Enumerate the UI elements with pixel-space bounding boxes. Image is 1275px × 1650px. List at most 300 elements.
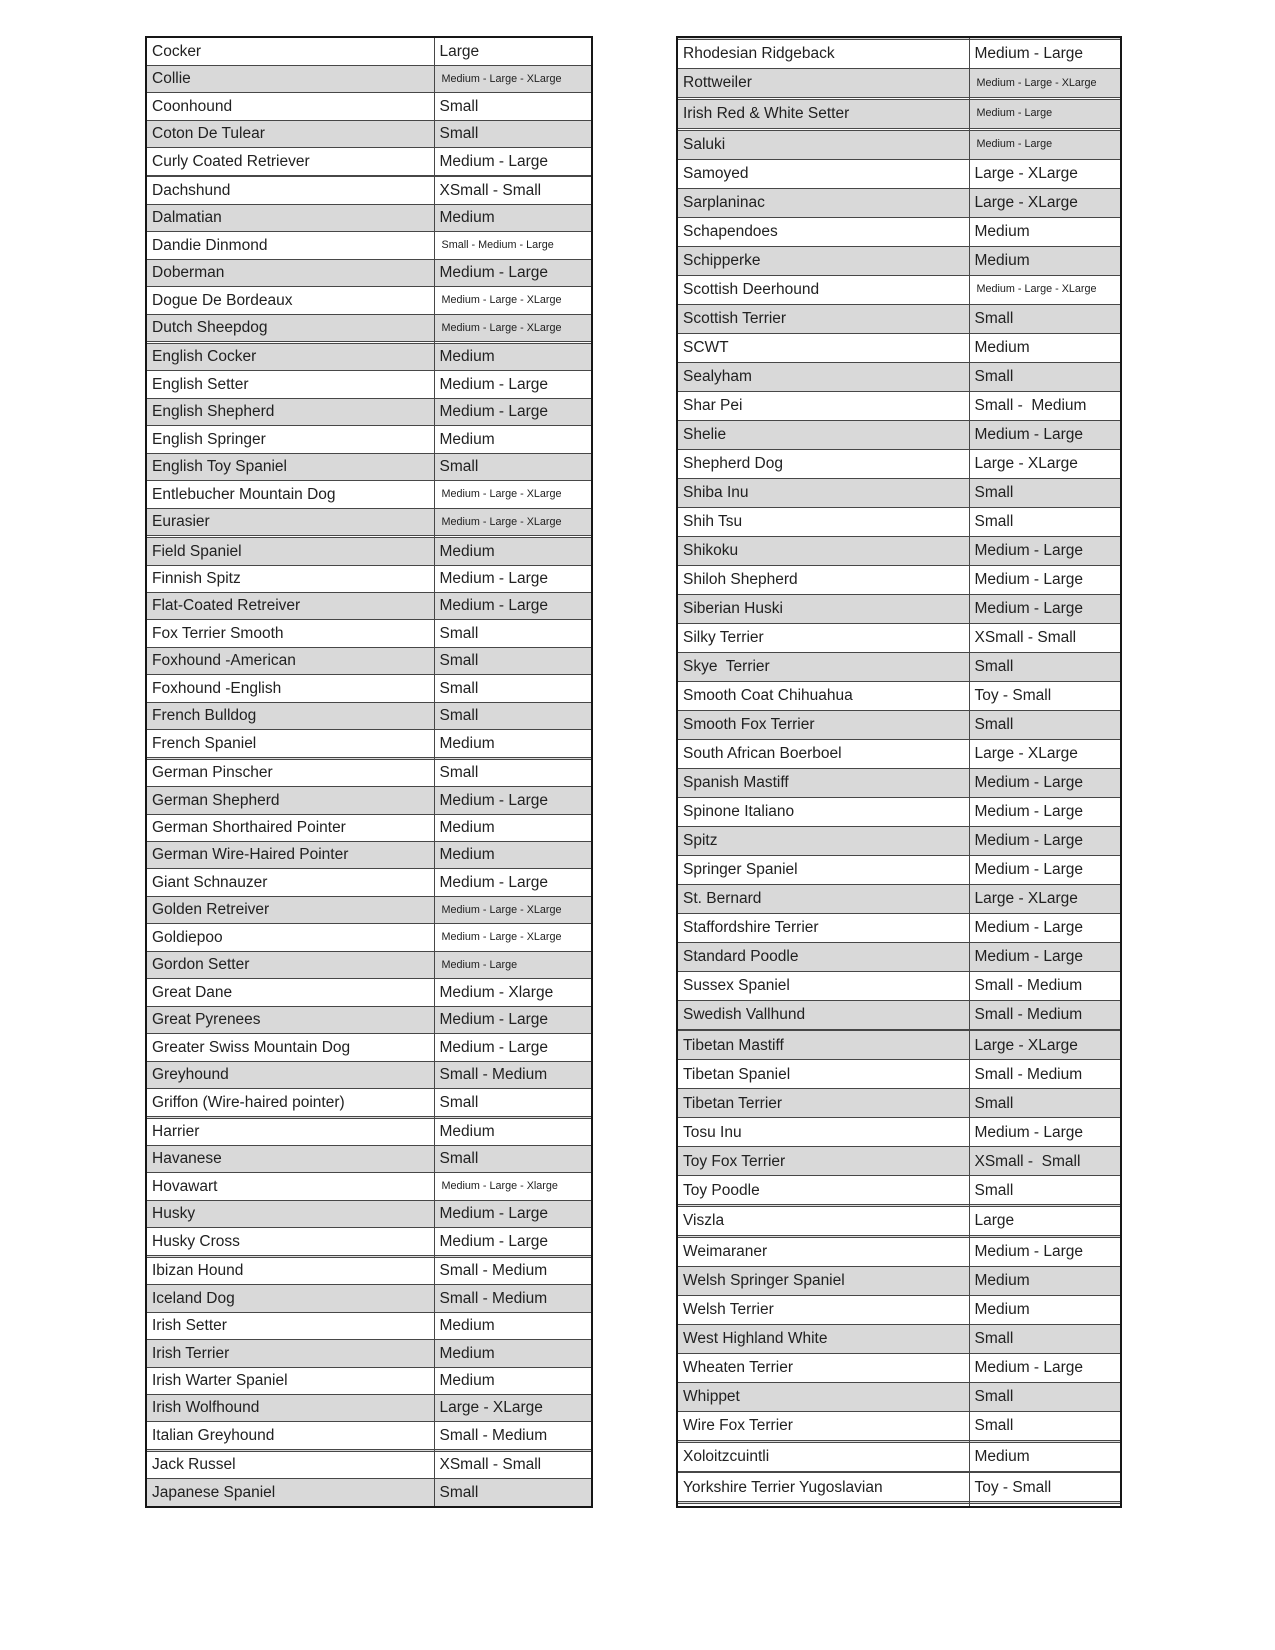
size-cell: Small	[969, 1411, 1121, 1440]
size-cell: Medium	[969, 246, 1121, 275]
table-row	[677, 449, 1121, 478]
breed-cell: St. Bernard	[677, 884, 969, 913]
size-cell: Medium - Large	[969, 40, 1121, 69]
table-row	[146, 343, 592, 370]
breed-cell: Schapendoes	[677, 217, 969, 246]
breed-cell: Irish Terrier	[146, 1340, 434, 1367]
size-cell: Small	[434, 1479, 592, 1507]
breed-cell: Coton De Tulear	[146, 120, 434, 147]
table-row	[146, 398, 592, 425]
size-cell: Large - XLarge	[969, 1031, 1121, 1060]
table-row	[146, 1034, 592, 1061]
breed-cell: Shiloh Shepherd	[677, 565, 969, 594]
size-cell: Small	[434, 759, 592, 786]
breed-cell: Sealyham	[677, 362, 969, 391]
table-row	[146, 1061, 592, 1088]
breed-cell: West Highland White	[677, 1324, 969, 1353]
size-cell: Medium - Large	[434, 371, 592, 398]
size-cell: Small	[969, 507, 1121, 536]
breed-cell: Japanese Spaniel	[146, 1479, 434, 1507]
breed-cell: Curly Coated Retriever	[146, 148, 434, 175]
size-cell: Small - Medium - Large	[434, 232, 592, 259]
size-cell: Medium - Large	[969, 594, 1121, 623]
table-row	[677, 130, 1121, 159]
table-row	[677, 1237, 1121, 1266]
table-row	[677, 1207, 1121, 1236]
table-row	[677, 681, 1121, 710]
breed-cell: Tosu Inu	[677, 1118, 969, 1147]
table-row	[146, 869, 592, 896]
table-row	[146, 538, 592, 565]
table-row	[146, 453, 592, 480]
size-cell: Small	[434, 620, 592, 647]
size-cell: Small	[434, 647, 592, 674]
table-row	[677, 333, 1121, 362]
breed-cell: Rottweiler	[677, 69, 969, 98]
table-row	[677, 536, 1121, 565]
size-cell: Medium - Large	[969, 536, 1121, 565]
breed-cell: Dogue De Bordeaux	[146, 287, 434, 314]
breed-cell: Spanish Mastiff	[677, 768, 969, 797]
size-cell: Small	[969, 710, 1121, 739]
size-cell: Medium - Large	[434, 1200, 592, 1227]
breed-cell: French Spaniel	[146, 730, 434, 757]
table-row	[677, 159, 1121, 188]
table-row	[146, 481, 592, 508]
table-row	[146, 1451, 592, 1478]
table-row	[146, 1006, 592, 1033]
size-cell: Medium - Large	[969, 1237, 1121, 1266]
breed-cell: Italian Greyhound	[146, 1422, 434, 1449]
size-cell: Medium	[434, 1118, 592, 1145]
breed-cell: Staffordshire Terrier	[677, 913, 969, 942]
table-row	[146, 93, 592, 120]
table-row	[146, 1118, 592, 1145]
size-cell: Large - XLarge	[969, 739, 1121, 768]
table-row	[146, 787, 592, 814]
breed-cell: Standard Poodle	[677, 942, 969, 971]
breed-cell: Foxhound -American	[146, 647, 434, 674]
size-cell: Medium	[434, 426, 592, 453]
table-row	[146, 371, 592, 398]
breed-cell: SCWT	[677, 333, 969, 362]
size-cell: Small	[434, 1089, 592, 1116]
table-row	[146, 647, 592, 674]
size-cell: Toy - Small	[969, 1473, 1121, 1502]
table-row	[677, 1266, 1121, 1295]
breed-cell: Cocker	[146, 37, 434, 65]
table-row	[677, 739, 1121, 768]
size-cell: Medium - Large	[969, 130, 1121, 159]
size-cell: Medium - Large	[969, 913, 1121, 942]
breed-cell: Greyhound	[146, 1061, 434, 1088]
size-cell: Medium - Large - XLarge	[434, 287, 592, 314]
table-row	[146, 675, 592, 702]
table-row	[677, 420, 1121, 449]
size-cell: Medium - Large	[434, 398, 592, 425]
table-row	[677, 1089, 1121, 1118]
table-row	[677, 855, 1121, 884]
table-row	[677, 768, 1121, 797]
table-row	[677, 1000, 1121, 1029]
breed-cell: Swedish Vallhund	[677, 1000, 969, 1029]
size-cell: Medium	[434, 1340, 592, 1367]
breed-cell: Dachshund	[146, 177, 434, 204]
breed-cell: Great Pyrenees	[146, 1006, 434, 1033]
size-cell: Large	[434, 37, 592, 65]
size-cell: Small	[969, 1176, 1121, 1205]
breed-cell: Irish Setter	[146, 1312, 434, 1339]
size-cell: Medium - Large	[969, 768, 1121, 797]
table-row	[677, 507, 1121, 536]
table-row	[677, 1031, 1121, 1060]
breed-cell: Xoloitzcuintli	[677, 1442, 969, 1471]
table-row	[146, 730, 592, 757]
size-cell: Medium - Large - XLarge	[969, 275, 1121, 304]
table-row	[146, 592, 592, 619]
table-row	[146, 702, 592, 729]
size-cell: XSmall - Small	[969, 623, 1121, 652]
breed-cell: English Cocker	[146, 343, 434, 370]
table-row	[146, 896, 592, 923]
size-cell: Medium - Large - XLarge	[434, 508, 592, 535]
table-row	[677, 1504, 1121, 1507]
breed-cell: Eurasier	[146, 508, 434, 535]
table-row	[146, 1479, 592, 1507]
size-cell: Medium	[434, 1312, 592, 1339]
breed-cell: Samoyed	[677, 159, 969, 188]
size-cell: Medium - Large	[434, 592, 592, 619]
table-row	[677, 304, 1121, 333]
breed-cell: English Springer	[146, 426, 434, 453]
table-row	[146, 951, 592, 978]
size-cell: Small	[434, 1145, 592, 1172]
breed-cell: Whippet	[677, 1382, 969, 1411]
size-cell: Medium - Large	[434, 565, 592, 592]
table-row	[677, 478, 1121, 507]
size-cell: Medium - Large	[969, 1118, 1121, 1147]
breed-cell: Goldiepoo	[146, 924, 434, 951]
size-cell: Large - XLarge	[969, 188, 1121, 217]
table-row	[146, 1422, 592, 1449]
breed-cell: Silky Terrier	[677, 623, 969, 652]
breed-cell: Foxhound -English	[146, 675, 434, 702]
table-row	[677, 362, 1121, 391]
size-cell: Medium	[434, 730, 592, 757]
breed-cell: Shepherd Dog	[677, 449, 969, 478]
breed-size-table-left	[145, 36, 593, 1508]
size-cell: Medium - Large - Xlarge	[434, 1173, 592, 1200]
table-row	[677, 797, 1121, 826]
table-row	[677, 826, 1121, 855]
table-row	[146, 1145, 592, 1172]
size-cell: XSmall - Small	[969, 1147, 1121, 1176]
size-cell: Small	[969, 304, 1121, 333]
table-row	[146, 842, 592, 869]
breed-cell: Greater Swiss Mountain Dog	[146, 1034, 434, 1061]
table-row	[677, 710, 1121, 739]
table-row	[146, 620, 592, 647]
table-row	[146, 924, 592, 951]
breed-cell: Golden Retreiver	[146, 896, 434, 923]
size-cell: Medium - Large	[434, 148, 592, 175]
table-row	[146, 814, 592, 841]
table-row	[146, 259, 592, 286]
breed-cell: Iceland Dog	[146, 1285, 434, 1312]
size-cell: Small	[434, 675, 592, 702]
table-row	[677, 391, 1121, 420]
breed-cell: Ibizan Hound	[146, 1257, 434, 1284]
size-cell: Small - Medium	[434, 1257, 592, 1284]
table-row	[677, 565, 1121, 594]
breed-cell: German Shepherd	[146, 787, 434, 814]
size-cell: Medium - Large	[434, 951, 592, 978]
table-row	[677, 1295, 1121, 1324]
breed-cell: Tibetan Terrier	[677, 1089, 969, 1118]
table-row	[677, 246, 1121, 275]
table-row	[677, 1060, 1121, 1089]
table-row	[146, 287, 592, 314]
breed-cell: Scottish Terrier	[677, 304, 969, 333]
table-row	[146, 1089, 592, 1116]
size-cell: Small	[969, 1324, 1121, 1353]
breed-cell: Welsh Springer Spaniel	[677, 1266, 969, 1295]
table-row	[146, 1285, 592, 1312]
breed-cell: Field Spaniel	[146, 538, 434, 565]
table-row	[146, 1340, 592, 1367]
size-cell: Medium - Large	[434, 1006, 592, 1033]
size-cell: Medium - Large - XLarge	[969, 69, 1121, 98]
size-cell: Medium	[434, 1367, 592, 1394]
breed-cell: Giant Schnauzer	[146, 869, 434, 896]
size-cell: Medium	[434, 204, 592, 231]
size-cell: Small - Medium	[434, 1285, 592, 1312]
size-cell: Small - Medium	[969, 1060, 1121, 1089]
table-row	[677, 594, 1121, 623]
breed-cell: Sussex Spaniel	[677, 971, 969, 1000]
size-cell: Medium - Large - XLarge	[434, 314, 592, 341]
breed-cell: Smooth Fox Terrier	[677, 710, 969, 739]
size-cell: Small	[969, 652, 1121, 681]
breed-cell: Viszla	[677, 1207, 969, 1236]
table-row	[146, 426, 592, 453]
table-row	[677, 1147, 1121, 1176]
size-cell: XSmall - Small	[434, 1451, 592, 1478]
table-row	[677, 1118, 1121, 1147]
size-cell: Medium	[969, 217, 1121, 246]
breed-cell: Tibetan Mastiff	[677, 1031, 969, 1060]
breed-cell: Schipperke	[677, 246, 969, 275]
breed-cell: English Shepherd	[146, 398, 434, 425]
breed-cell	[677, 1504, 969, 1507]
table-row	[677, 188, 1121, 217]
breed-cell: Shikoku	[677, 536, 969, 565]
breed-cell: Siberian Huski	[677, 594, 969, 623]
size-cell: Medium - Large - XLarge	[434, 65, 592, 92]
breed-cell: English Setter	[146, 371, 434, 398]
size-cell: Small	[969, 1089, 1121, 1118]
table-row	[146, 1312, 592, 1339]
breed-cell: Smooth Coat Chihuahua	[677, 681, 969, 710]
breed-size-table-right	[676, 36, 1122, 1508]
breed-cell: German Wire-Haired Pointer	[146, 842, 434, 869]
table-row	[677, 69, 1121, 98]
size-cell	[969, 1504, 1121, 1507]
size-cell: Medium - Large	[969, 797, 1121, 826]
size-cell: Small	[434, 453, 592, 480]
breed-cell: Dalmatian	[146, 204, 434, 231]
size-cell: Medium - Large	[434, 869, 592, 896]
size-cell: Small - Medium	[969, 391, 1121, 420]
breed-cell: Jack Russel	[146, 1451, 434, 1478]
size-cell: Medium - Large	[434, 259, 592, 286]
breed-cell: Toy Poodle	[677, 1176, 969, 1205]
table-row	[146, 1367, 592, 1394]
breed-cell: Griffon (Wire-haired pointer)	[146, 1089, 434, 1116]
breed-cell: Harrier	[146, 1118, 434, 1145]
breed-cell: Rhodesian Ridgeback	[677, 40, 969, 69]
table-row	[146, 1228, 592, 1255]
size-cell: Small	[969, 1382, 1121, 1411]
size-cell: Small - Medium	[434, 1061, 592, 1088]
table-row	[146, 759, 592, 786]
breed-cell: Toy Fox Terrier	[677, 1147, 969, 1176]
size-cell: Small	[434, 93, 592, 120]
size-cell: Medium	[434, 814, 592, 841]
table-row	[146, 65, 592, 92]
size-cell: Medium - Large	[969, 99, 1121, 128]
size-cell: Small	[434, 120, 592, 147]
breed-cell: Doberman	[146, 259, 434, 286]
breed-cell: Saluki	[677, 130, 969, 159]
size-cell: Medium	[969, 333, 1121, 362]
size-cell: Large - XLarge	[969, 159, 1121, 188]
table-row	[146, 1173, 592, 1200]
table-row	[146, 204, 592, 231]
breed-cell: Spinone Italiano	[677, 797, 969, 826]
table-row	[146, 508, 592, 535]
size-cell: Medium	[434, 343, 592, 370]
table-row	[677, 942, 1121, 971]
breed-cell: Irish Warter Spaniel	[146, 1367, 434, 1394]
table-row	[146, 120, 592, 147]
size-cell: Medium - Large - XLarge	[434, 896, 592, 923]
size-cell: Large - XLarge	[969, 449, 1121, 478]
breed-cell: Gordon Setter	[146, 951, 434, 978]
breed-cell: Yorkshire Terrier Yugoslavian	[677, 1473, 969, 1502]
size-cell: XSmall - Small	[434, 177, 592, 204]
breed-cell: Husky	[146, 1200, 434, 1227]
breed-cell: Irish Wolfhound	[146, 1395, 434, 1422]
breed-cell: Weimaraner	[677, 1237, 969, 1266]
breed-cell: Springer Spaniel	[677, 855, 969, 884]
table-row	[677, 884, 1121, 913]
size-cell: Small	[969, 478, 1121, 507]
table-row	[146, 1395, 592, 1422]
size-cell: Medium - Large	[434, 1034, 592, 1061]
breed-cell: Scottish Deerhound	[677, 275, 969, 304]
table-row	[677, 1442, 1121, 1471]
table-row	[146, 1200, 592, 1227]
breed-cell: Fox Terrier Smooth	[146, 620, 434, 647]
table-row	[677, 1382, 1121, 1411]
breed-cell: Tibetan Spaniel	[677, 1060, 969, 1089]
breed-cell: Shar Pei	[677, 391, 969, 420]
breed-cell: Collie	[146, 65, 434, 92]
breed-cell: German Pinscher	[146, 759, 434, 786]
size-cell: Medium - Large	[434, 787, 592, 814]
breed-cell: Dutch Sheepdog	[146, 314, 434, 341]
breed-cell: Entlebucher Mountain Dog	[146, 481, 434, 508]
breed-cell: Sarplaninac	[677, 188, 969, 217]
table-row	[146, 314, 592, 341]
breed-cell: English Toy Spaniel	[146, 453, 434, 480]
breed-cell: Wire Fox Terrier	[677, 1411, 969, 1440]
table-row	[677, 1324, 1121, 1353]
table-row	[677, 971, 1121, 1000]
breed-cell: Shelie	[677, 420, 969, 449]
table-row	[677, 40, 1121, 69]
size-cell: Toy - Small	[969, 681, 1121, 710]
breed-cell: Flat-Coated Retreiver	[146, 592, 434, 619]
table-row	[677, 275, 1121, 304]
breed-cell: Shih Tsu	[677, 507, 969, 536]
size-cell: Medium - Large	[434, 1228, 592, 1255]
table-row	[146, 1257, 592, 1284]
table-row	[146, 37, 592, 65]
breed-cell: Skye Terrier	[677, 652, 969, 681]
size-cell: Medium - Large	[969, 826, 1121, 855]
size-cell: Large	[969, 1207, 1121, 1236]
table-row	[677, 1411, 1121, 1440]
size-cell: Large - XLarge	[969, 884, 1121, 913]
size-cell: Small	[434, 702, 592, 729]
size-cell: Medium - Large - XLarge	[434, 924, 592, 951]
table-row	[146, 565, 592, 592]
table-row	[677, 217, 1121, 246]
breed-cell: German Shorthaired Pointer	[146, 814, 434, 841]
size-cell: Small	[969, 362, 1121, 391]
table-row	[146, 177, 592, 204]
table-row	[677, 1473, 1121, 1502]
size-cell: Medium - Xlarge	[434, 979, 592, 1006]
table-row	[677, 652, 1121, 681]
size-cell: Medium	[969, 1295, 1121, 1324]
size-cell: Small - Medium	[434, 1422, 592, 1449]
table-row	[146, 232, 592, 259]
table-row	[146, 148, 592, 175]
table-row	[677, 623, 1121, 652]
size-cell: Medium - Large	[969, 942, 1121, 971]
size-cell: Medium - Large	[969, 565, 1121, 594]
breed-cell: Wheaten Terrier	[677, 1353, 969, 1382]
breed-cell: Hovawart	[146, 1173, 434, 1200]
table-row	[677, 913, 1121, 942]
size-cell: Medium - Large	[969, 1353, 1121, 1382]
size-cell: Medium - Large	[969, 420, 1121, 449]
breed-cell: Shiba Inu	[677, 478, 969, 507]
size-cell: Medium - Large	[969, 855, 1121, 884]
table-row	[677, 99, 1121, 128]
size-cell: Medium	[434, 842, 592, 869]
breed-cell: Great Dane	[146, 979, 434, 1006]
table-row	[677, 1176, 1121, 1205]
size-cell: Large - XLarge	[434, 1395, 592, 1422]
size-cell: Medium	[969, 1442, 1121, 1471]
breed-cell: Dandie Dinmond	[146, 232, 434, 259]
breed-cell: Havanese	[146, 1145, 434, 1172]
table-row	[146, 979, 592, 1006]
